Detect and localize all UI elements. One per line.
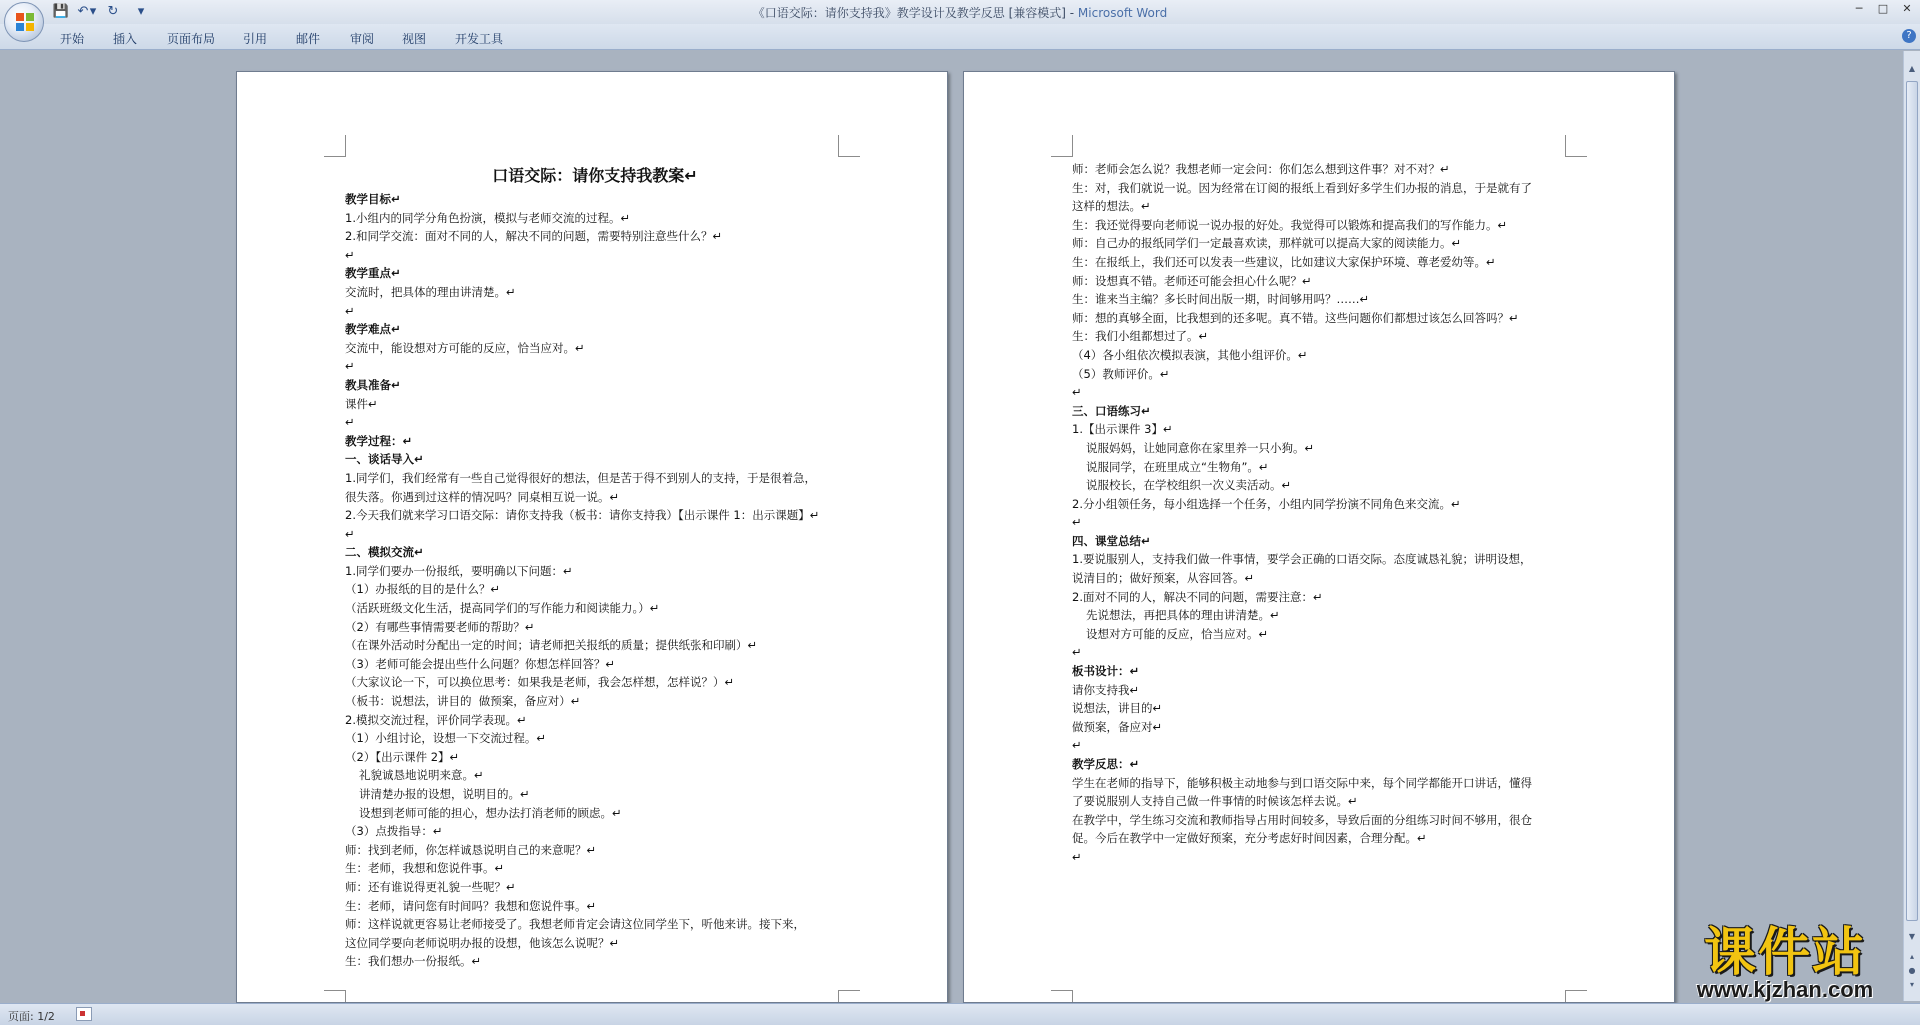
window-title — [0, 4, 1920, 21]
paragraph-line: （大家议论一下，可以换位思考：如果我是老师，我会怎样想，怎样说？）↵ — [345, 675, 735, 690]
margin-mark-bottom-left — [1051, 990, 1073, 1003]
page-1-text[interactable] — [345, 164, 845, 971]
paragraph-line: 教学目标↵ — [345, 192, 401, 206]
save-icon[interactable]: 💾 — [52, 4, 70, 19]
paragraph-line: 师：设想真不错。老师还可能会担心什么呢？↵ — [1072, 273, 1312, 288]
paragraph-line: ↵ — [345, 415, 355, 430]
status-bar — [0, 1003, 1920, 1025]
help-icon[interactable]: ? — [1902, 29, 1916, 43]
paragraph-line: （5）教师评价。↵ — [1072, 366, 1170, 381]
vertical-scrollbar[interactable] — [1903, 51, 1920, 1001]
paragraph-line: 教学过程：↵ — [345, 433, 413, 448]
paragraph-line: （1）办报纸的目的是什么？↵ — [345, 582, 500, 597]
margin-mark-top-right — [838, 135, 860, 157]
paragraph-line: 1.同学们，我们经常有一些自己觉得很好的想法，但是苦于得不到别人的支持，于是很着急， — [345, 470, 816, 485]
paragraph-line: 说服妈妈，让她同意你在家里养一只小狗。↵ — [1086, 440, 1315, 455]
paragraph-line: 教学反思：↵ — [1072, 757, 1140, 771]
undo-dropdown-icon[interactable]: ▾ — [89, 4, 97, 19]
paragraph-line: （在课外活动时分配出一定的时间；请老师把关报纸的质量；提供纸张和印刷）↵ — [345, 638, 758, 653]
document-page-1[interactable] — [236, 71, 948, 1003]
paragraph-line: ↵ — [1072, 385, 1082, 400]
margin-mark-top-left — [324, 135, 346, 157]
paragraph-line: 生：谁来当主编？多长时间出版一期，时间够用吗？……↵ — [1072, 292, 1370, 307]
page-indicator[interactable]: 页面: 1/2 — [8, 1010, 55, 1023]
paragraph-line: 这位同学要向老师说明办报的设想，他该怎么说呢？↵ — [345, 935, 620, 950]
tab-mailings[interactable]: 邮件 — [296, 32, 321, 46]
scroll-thumb[interactable] — [1906, 81, 1918, 921]
paragraph-line: 生：老师，我想和您说件事。↵ — [345, 861, 505, 876]
scroll-up-icon[interactable]: ▲ — [1908, 64, 1916, 73]
paragraph-line: ↵ — [345, 526, 355, 541]
paragraph-line: 生：我们小组都想过了。↵ — [1072, 329, 1209, 344]
paragraph-line: 1.同学们要办一份报纸，要明确以下问题：↵ — [345, 563, 573, 578]
paragraph-line: 生：对，我们就说一说。因为经常在订阅的报纸上看到好多学生们办报的消息，于是就有了 — [1072, 180, 1532, 195]
tab-insert[interactable]: 插入 — [113, 32, 138, 46]
paragraph-line: 生：老师，请问您有时间吗？我想和您说件事。↵ — [345, 898, 597, 913]
paragraph-line: 课件↵ — [345, 396, 378, 411]
paragraph-line: 2.模拟交流过程，评价同学表现。↵ — [345, 712, 527, 727]
office-button[interactable] — [4, 2, 44, 42]
tab-review[interactable]: 审阅 — [350, 32, 375, 46]
paragraph-line: 教学重点↵ — [345, 266, 401, 281]
paragraph-line: （板书：说想法，讲目的 做预案，备应对）↵ — [345, 694, 581, 709]
margin-mark-top-right — [1565, 135, 1587, 157]
paragraph-line: 设想到老师可能的担心，想办法打消老师的顾虑。↵ — [359, 805, 622, 820]
app-name: Microsoft Word — [1077, 6, 1168, 20]
document-page-2[interactable] — [963, 71, 1675, 1003]
watermark-text: 课件站 — [1703, 923, 1866, 983]
paragraph-line: 师：想的真够全面，比我想到的还多呢。真不错。这些问题你们都想过该怎么回答吗？↵ — [1072, 310, 1519, 325]
paragraph-line: 2.面对不同的人，解决不同的问题，需要注意：↵ — [1072, 589, 1323, 604]
paragraph-line: 讲清楚办报的设想，说明目的。↵ — [359, 787, 530, 801]
paragraph-line: 师：还有谁说得更礼貌一些呢？↵ — [345, 879, 516, 894]
paragraph-line: 交流中，能设想对方可能的反应，恰当应对。↵ — [345, 340, 585, 355]
watermark-logo — [1665, 925, 1905, 1003]
paragraph-line: 师：找到老师，你怎样诚恳说明自己的来意呢？↵ — [345, 842, 597, 857]
paragraph-line: ↵ — [1072, 738, 1082, 753]
paragraph-line: 做预案，备应对↵ — [1072, 719, 1163, 734]
paragraph-line: 设想对方可能的反应，恰当应对。↵ — [1086, 626, 1269, 641]
paragraph-line: ↵ — [1072, 515, 1082, 530]
paragraph-line: 生：在报纸上，我们还可以发表一些建议，比如建议大家保护环境、尊老爱幼等。↵ — [1072, 254, 1496, 269]
tab-developer[interactable]: 开发工具 — [455, 32, 504, 46]
next-page-icon[interactable]: ▾ — [1909, 980, 1914, 989]
paragraph-line: （2）有哪些事情需要老师的帮助？↵ — [345, 619, 535, 634]
title-bar — [0, 0, 1920, 24]
paragraph-line: 说清目的；做好预案，从容回答。↵ — [1072, 571, 1255, 586]
paragraph-line: 先说想法，再把具体的理由讲清楚。↵ — [1086, 608, 1280, 623]
paragraph-line: （2）【出示课件 2】↵ — [345, 749, 460, 764]
watermark-url: www.kjzhan.com — [1696, 977, 1874, 1002]
ribbon-tabs — [0, 24, 1920, 50]
paragraph-line: ↵ — [345, 359, 355, 374]
paragraph-line: 四、课堂总结↵ — [1072, 533, 1151, 548]
paragraph-line: 生：我们想办一份报纸。↵ — [345, 954, 482, 969]
paragraph-line: （活跃班级文化生活，提高同学们的写作能力和阅读能力。）↵ — [345, 601, 660, 616]
paragraph-line: 在教学中，学生练习交流和教师指导占用时间较多，导致后面的分组练习时间不够用，很仓 — [1072, 812, 1532, 827]
paragraph-line: 1.【出示课件 3】↵ — [1072, 422, 1173, 437]
paragraph-line: 说服校长，在学校组织一次义卖活动。↵ — [1086, 478, 1292, 493]
paragraph-line: 礼貌诚恳地说明来意。↵ — [359, 768, 484, 783]
paragraph-line: ↵ — [345, 247, 355, 262]
paragraph-line: 1.小组内的同学分角色扮演，模拟与老师交流的过程。↵ — [345, 210, 631, 225]
proofing-status-icon[interactable] — [76, 1007, 92, 1021]
paragraph-line: 学生在老师的指导下，能够积极主动地参与到口语交际中来，每个同学都能开口讲话，懂得 — [1072, 775, 1532, 790]
customize-qat-icon[interactable]: ▾ — [137, 4, 145, 19]
paragraph-line: 1.要说服别人，支持我们做一件事情，要学会正确的口语交际。态度诚恳礼貌；讲明设想， — [1072, 552, 1532, 567]
paragraph-line: ↵ — [345, 303, 355, 318]
minimize-button[interactable]: ─ — [1855, 2, 1863, 15]
paragraph-line: 2.和同学交流：面对不同的人，解决不同的问题，需要特别注意些什么？↵ — [345, 229, 723, 244]
paragraph-line: 三、口语练习↵ — [1072, 403, 1151, 418]
paragraph-line: 二、模拟交流↵ — [345, 545, 424, 560]
paragraph-line: 生：我还觉得要向老师说一说办报的好处。我觉得可以锻炼和提高我们的写作能力。↵ — [1072, 217, 1508, 232]
paragraph-line: ↵ — [1072, 645, 1082, 660]
redo-icon[interactable]: ↻ — [107, 4, 119, 19]
tab-view[interactable]: 视图 — [402, 32, 427, 46]
paragraph-line: 教学难点↵ — [345, 322, 401, 337]
browse-object-icon[interactable]: ● — [1908, 966, 1916, 975]
paragraph-line: （1）小组讨论，设想一下交流过程。↵ — [345, 731, 546, 746]
close-button[interactable]: ✕ — [1902, 2, 1912, 15]
tab-references[interactable]: 引用 — [243, 32, 268, 46]
paragraph-line: 促。今后在教学中一定做好预案，充分考虑好时间因素，合理分配。↵ — [1072, 831, 1427, 846]
paragraph-line: 很失落。你遇到过这样的情况吗？同桌相互说一说。↵ — [345, 489, 620, 504]
paragraph-line: （4）各小组依次模拟表演，其他小组评价。↵ — [1072, 347, 1308, 362]
paragraph-line: 师：自己办的报纸同学们一定最喜欢读，那样就可以提高大家的阅读能力。↵ — [1072, 236, 1462, 251]
tab-page-layout[interactable]: 页面布局 — [167, 32, 216, 46]
margin-mark-top-left — [1051, 135, 1073, 157]
paragraph-line: ↵ — [1072, 849, 1082, 864]
paragraph-line: （3）老师可能会提出些什么问题？你想怎样回答？↵ — [345, 656, 615, 671]
previous-page-icon[interactable]: ▴ — [1909, 952, 1914, 961]
tab-home[interactable]: 开始 — [60, 32, 85, 46]
paragraph-line: 这样的想法。↵ — [1072, 199, 1151, 214]
maximize-button[interactable]: □ — [1877, 2, 1889, 15]
page-2-text[interactable] — [1072, 160, 1572, 867]
scroll-down-icon[interactable]: ▼ — [1908, 932, 1916, 941]
paragraph-line: 说服同学，在班里成立“生物角”。↵ — [1086, 459, 1269, 474]
undo-icon[interactable]: ↶ — [77, 4, 89, 19]
paragraph-line: 2.分小组领任务，每小组选择一个任务，小组内同学扮演不同角色来交流。↵ — [1072, 496, 1461, 511]
margin-mark-bottom-left — [324, 990, 346, 1003]
paragraph-line: 说想法，讲目的↵ — [1072, 701, 1163, 716]
office-logo-icon — [16, 13, 34, 31]
paragraph-line: 师：老师会怎么说？我想老师一定会问：你们怎么想到这件事？对不对？↵ — [1072, 162, 1450, 176]
paragraph-line: 请你支持我↵ — [1072, 682, 1140, 697]
margin-mark-bottom-right — [1565, 990, 1587, 1003]
paragraph-line: 2.今天我们就来学习口语交际：请你支持我（板书：请你支持我）【出示课件 1：出示课题】↵ — [345, 508, 820, 523]
document-title: 《口语交际：请你支持我》教学设计及教学反思 [兼容模式] - — [752, 6, 1078, 20]
paragraph-line: 板书设计：↵ — [1072, 664, 1140, 679]
paragraph-line: 教具准备↵ — [345, 377, 401, 392]
paragraph-line: 一、谈话导入↵ — [345, 452, 424, 467]
paragraph-line: 交流时，把具体的理由讲清楚。↵ — [345, 284, 516, 299]
margin-mark-bottom-right — [838, 990, 860, 1003]
document-heading: 口语交际：请你支持我教案↵ — [492, 166, 698, 185]
paragraph-line: 师：这样说就更容易让老师接受了。我想老师肯定会请这位同学坐下，听他来讲。接下来， — [345, 917, 805, 932]
paragraph-line: （3）点拨指导：↵ — [345, 824, 443, 839]
paragraph-line: 了要说服别人支持自己做一件事情的时候该怎样去说。↵ — [1072, 794, 1358, 809]
